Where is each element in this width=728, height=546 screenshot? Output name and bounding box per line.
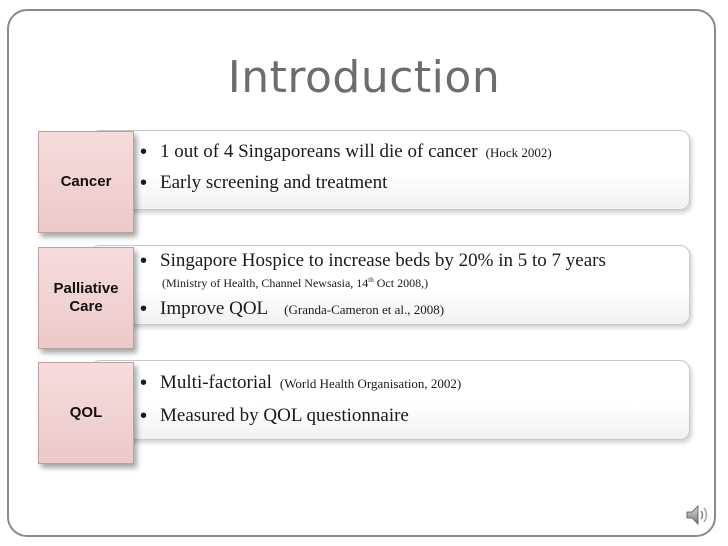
bullet-multi-factorial: • Multi-factorial (World Health Organisation, 2002) (140, 372, 462, 394)
bullet-cancer-stat: • 1 out of 4 Singaporeans will die of cancer (Hock 2002) (140, 141, 552, 163)
qol-tag-label: QOL (69, 404, 103, 421)
bullet-dot-icon: • (140, 298, 148, 320)
bullet-improve-qol: • Improve QOL (Granda-Cameron et al., 2008) (140, 298, 445, 320)
bullet-dot-icon: • (140, 372, 148, 394)
speaker-icon[interactable] (684, 503, 710, 527)
bullet-dot-icon: • (140, 405, 148, 427)
cancer-tag-label: Cancer (60, 173, 112, 190)
palliative-tag-line1: Palliative (53, 280, 119, 297)
palliative-tag-line2: Care (69, 298, 103, 315)
bullet-hospice-beds: • Singapore Hospice to increase beds by 20% in 5 to 7 years (140, 250, 606, 272)
palliative-care-tag (38, 247, 134, 349)
cancer-tag (38, 131, 134, 233)
qol-tag (38, 362, 134, 464)
bullet-early-screening: • Early screening and treatment (140, 172, 388, 194)
bullet-dot-icon: • (140, 141, 148, 163)
bullet-qol-questionnaire: • Measured by QOL questionnaire (140, 405, 409, 427)
bullet-dot-icon: • (140, 172, 148, 194)
bullet-dot-icon: • (140, 250, 148, 272)
citation-ministry-health: (Ministry of Health, Channel Newsasia, 14th Oct 2008,) (162, 276, 429, 290)
slide-title: Introduction (227, 52, 501, 103)
